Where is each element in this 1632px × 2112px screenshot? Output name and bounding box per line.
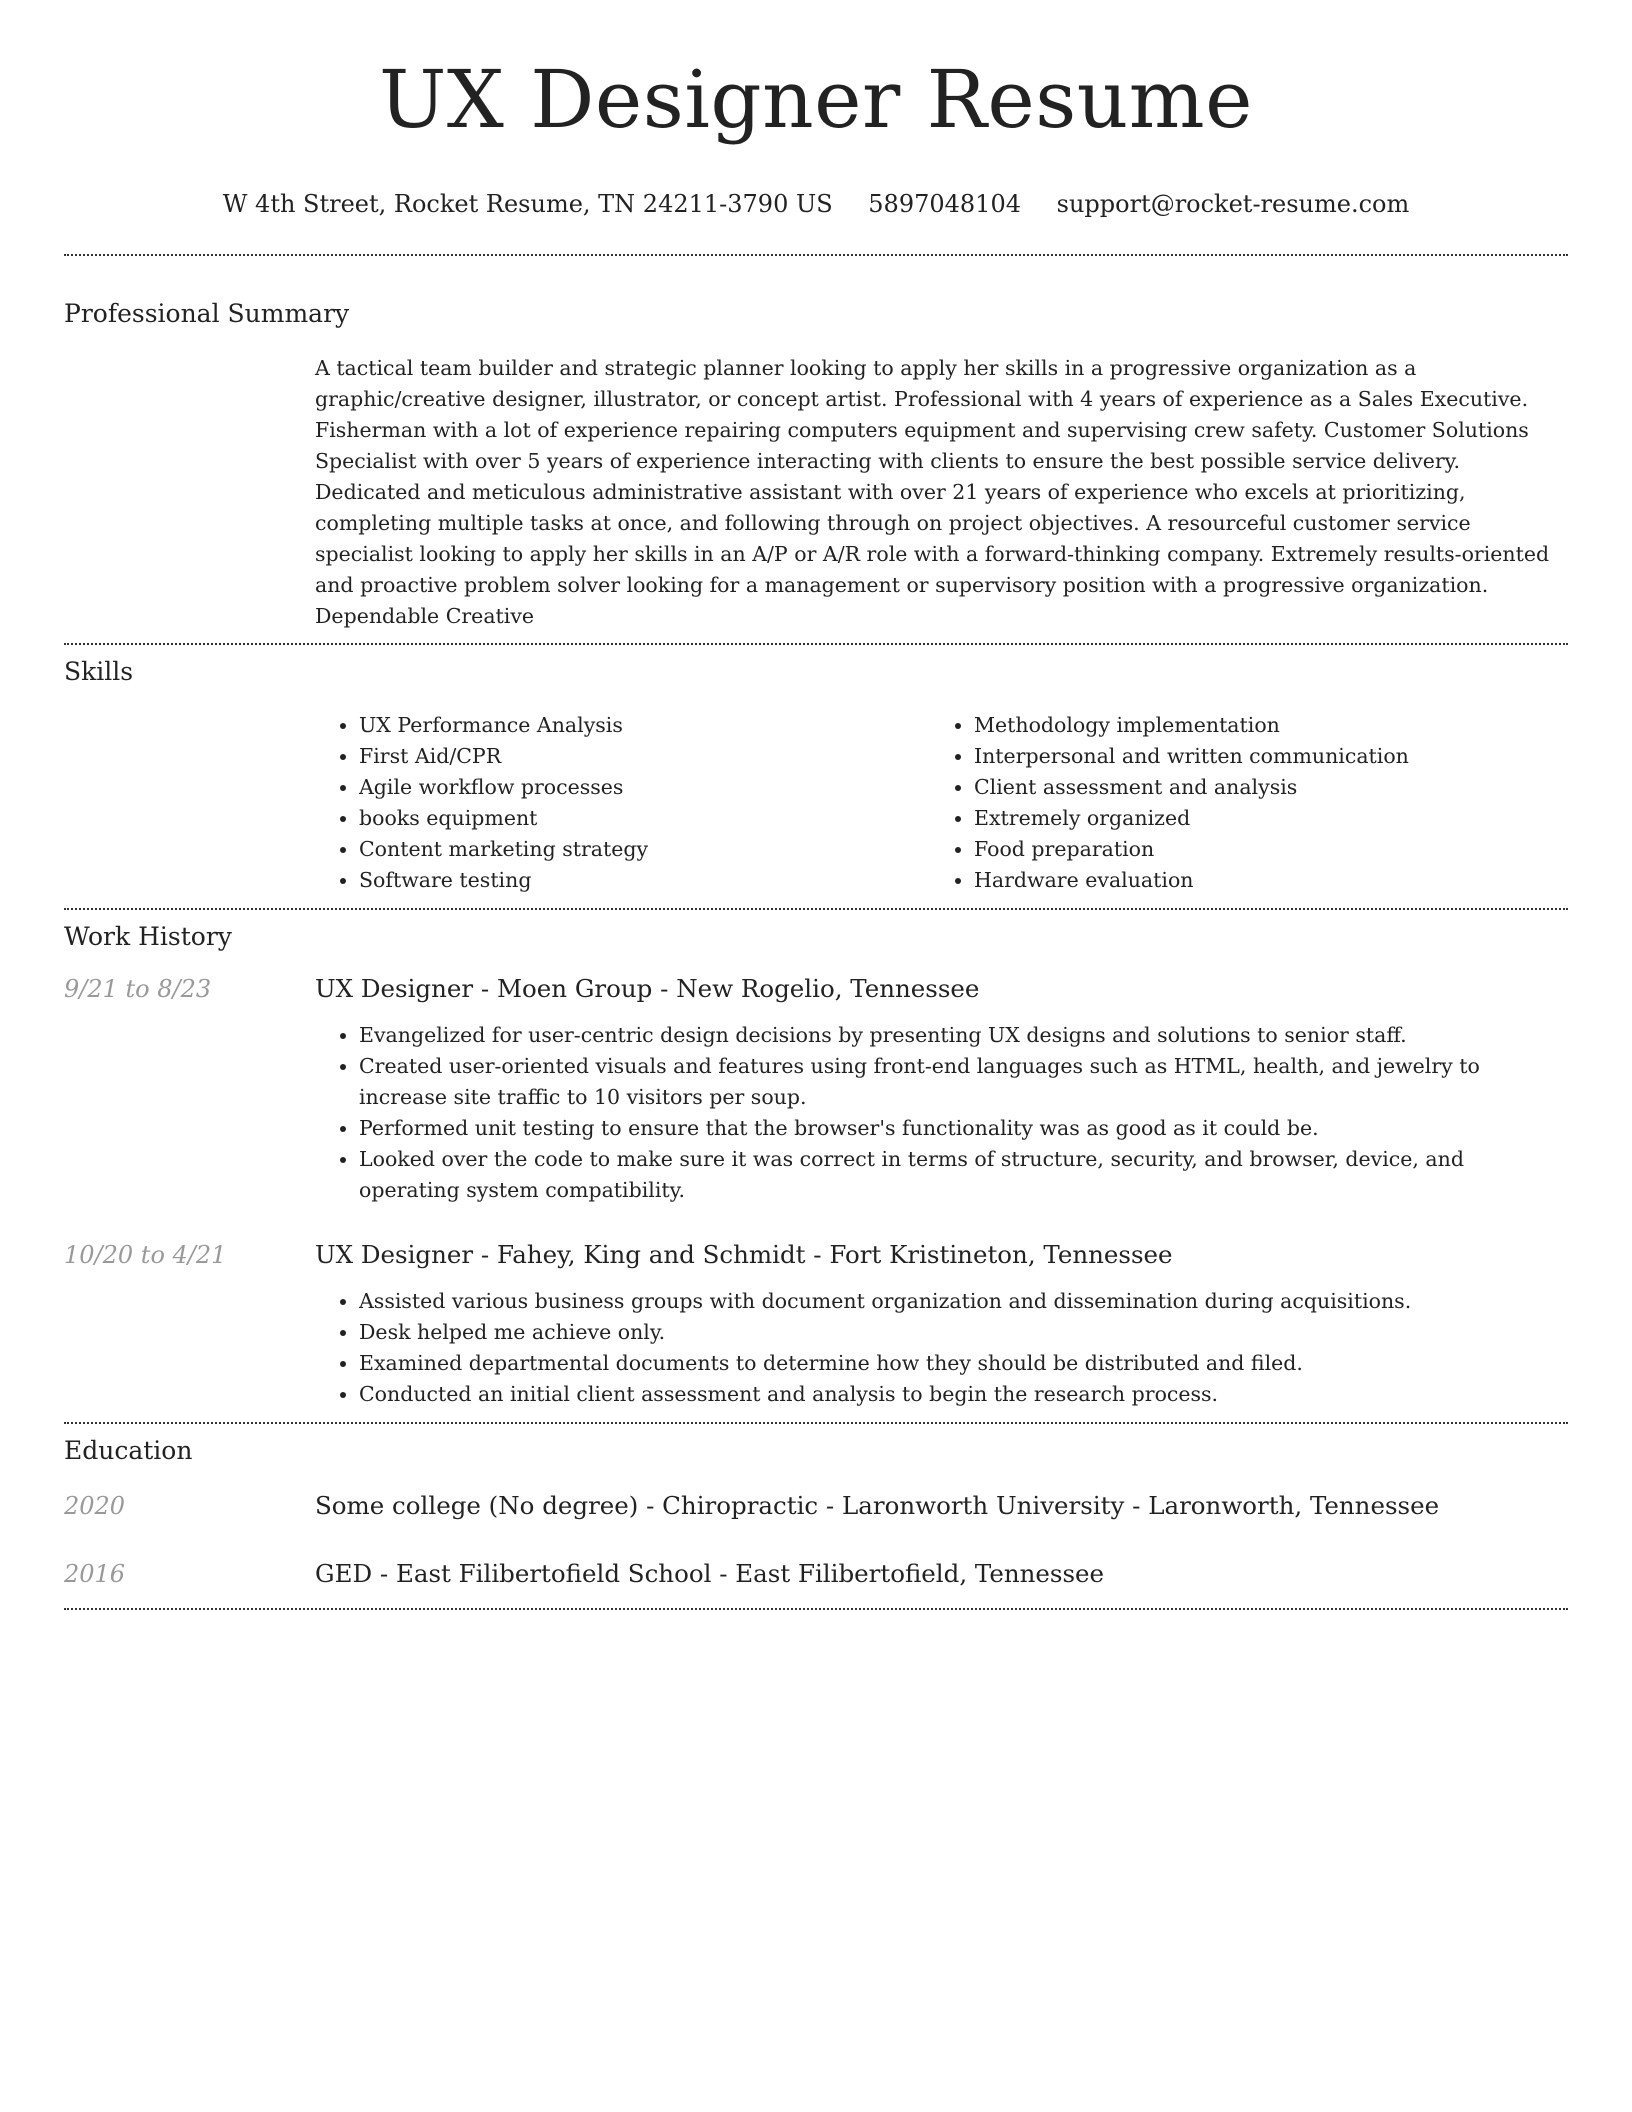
contact-info xyxy=(64,188,1568,220)
job-entry xyxy=(64,973,1568,1206)
job-bullet: • Performed unit testing to ensure that the browser's functionality was as good as it could be. xyxy=(359,1113,1568,1144)
job-title: UX Designer - Fahey, King and Schmidt - Fort Kristineton, Tennessee xyxy=(315,1240,1173,1269)
divider xyxy=(64,643,1568,645)
divider xyxy=(64,908,1568,910)
summary-section xyxy=(64,298,1568,632)
skill-item: • Extremely organized xyxy=(974,803,1545,834)
skill-item: • Food preparation xyxy=(974,834,1545,865)
job-date: 9/21 to 8/23 xyxy=(64,975,212,1003)
summary-heading: Professional Summary xyxy=(64,299,350,328)
skills-column-left xyxy=(315,710,930,896)
education-date: 2016 xyxy=(64,1560,126,1588)
resume-title: UX Designer Resume xyxy=(378,53,1254,146)
summary-text: A tactical team builder and strategic planner looking to apply her skills in a progressive organization as a graphic/creative designer, illustrator, or concept artist. Professional with 4 years of experience as a Sales Executive. Fisherman with a lot of experience repairing computers equipment and supervising crew safety. Customer Solutions Specialist with over 5 years of experience interacting with clients to ensure the best possible service delivery. Dedicated and meticulous administrative assistant with over 21 years of experience who excels at prioritizing, completing multiple tasks at once, and following through on project objectives. A resourceful customer service specialist looking to apply her skills in an A/P or A/R role with a forward-thinking company. Extremely results-oriented and proactive problem solver looking for a management or supervisory position with a progressive organization. Dependable Creative xyxy=(315,356,1550,628)
education-heading: Education xyxy=(64,1436,193,1465)
skill-item: • UX Performance Analysis xyxy=(359,710,930,741)
contact-email: support@rocket-resume.com xyxy=(1056,190,1410,218)
contact-phone: 5897048104 xyxy=(868,190,1021,218)
job-bullet: • Desk helped me achieve only. xyxy=(359,1317,1568,1348)
divider xyxy=(64,1422,1568,1424)
skill-item: • Software testing xyxy=(359,865,930,896)
skills-list xyxy=(315,710,1568,896)
job-bullet: • Evangelized for user-centric design decisions by presenting UX designs and solutions to senior staff. xyxy=(359,1020,1568,1051)
skill-item: • Agile workflow processes xyxy=(359,772,930,803)
job-bullet: • Conducted an initial client assessment and analysis to begin the research process. xyxy=(359,1379,1568,1410)
skill-item: • Interpersonal and written communication xyxy=(974,741,1545,772)
skill-item: • Client assessment and analysis xyxy=(974,772,1545,803)
skill-item: • Content marketing strategy xyxy=(359,834,930,865)
divider xyxy=(64,254,1568,256)
contact-address: W 4th Street, Rocket Resume, TN 24211-3790 US xyxy=(222,190,833,218)
work-history-section xyxy=(64,921,1568,1410)
resume-page xyxy=(64,0,1568,1610)
job-title: UX Designer - Moen Group - New Rogelio, Tennessee xyxy=(315,974,980,1003)
education-title: Some college (No degree) - Chiropractic - Laronworth University - Laronworth, Tennessee xyxy=(315,1491,1440,1520)
work-history-heading: Work History xyxy=(64,922,232,951)
skill-item: • First Aid/CPR xyxy=(359,741,930,772)
skill-item: • Methodology implementation xyxy=(974,710,1545,741)
skill-item: • books equipment xyxy=(359,803,930,834)
education-entry xyxy=(64,1558,1568,1590)
skills-section xyxy=(64,656,1568,896)
job-date: 10/20 to 4/21 xyxy=(64,1241,227,1269)
education-date: 2020 xyxy=(64,1492,126,1520)
education-title: GED - East Filibertofield School - East Filibertofield, Tennessee xyxy=(315,1559,1105,1588)
skills-heading: Skills xyxy=(64,657,134,686)
job-bullet: • Created user-oriented visuals and features using front-end languages such as HTML, health, and jewelry to increase site traffic to 10 visitors per soup. xyxy=(359,1051,1568,1113)
skill-item: • Hardware evaluation xyxy=(974,865,1545,896)
job-entry xyxy=(64,1239,1568,1410)
job-bullet: • Examined departmental documents to determine how they should be distributed and filed. xyxy=(359,1348,1568,1379)
skills-column-right xyxy=(930,710,1545,896)
job-bullet: • Looked over the code to make sure it was correct in terms of structure, security, and browser, device, and operating system compatibility. xyxy=(359,1144,1568,1206)
education-section xyxy=(64,1435,1568,1590)
divider xyxy=(64,1608,1568,1610)
education-entry xyxy=(64,1490,1568,1522)
job-bullet: • Assisted various business groups with document organization and dissemination during acquisitions. xyxy=(359,1286,1568,1317)
